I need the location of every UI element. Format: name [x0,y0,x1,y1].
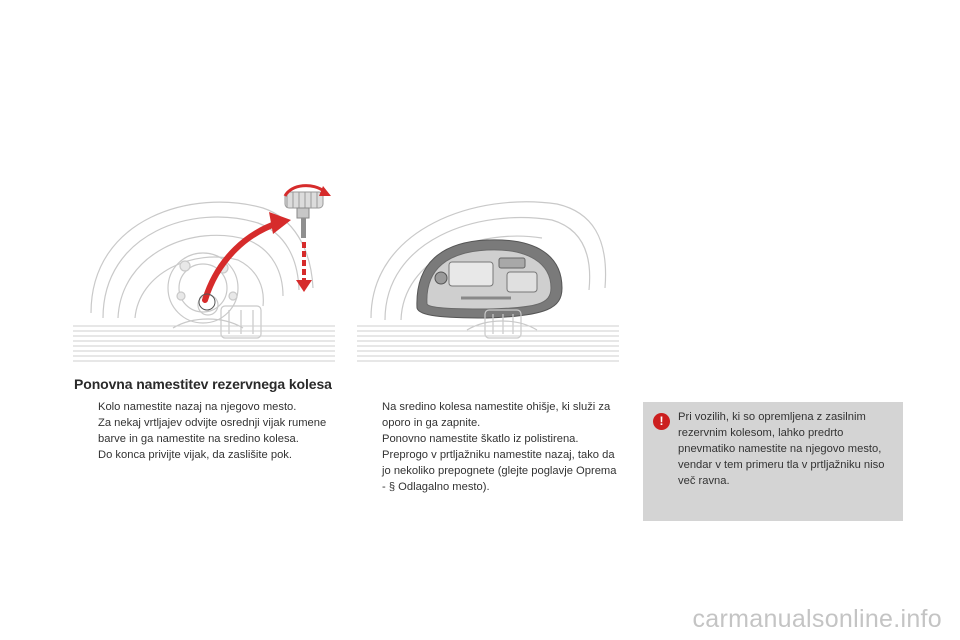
instructions-column-1 [74,399,336,463]
step-text: Ponovno namestite škatlo iz polistirena. [382,433,579,445]
step-item [74,399,336,415]
step-item [74,415,336,447]
step-item [358,399,620,431]
step-text: Za nekaj vrtljajev odvijte osrednji vijak rumene barve in ga namestite na sredino kolesa. [98,417,327,445]
instructions-column-2 [358,399,620,495]
step-text: Preprogo v prtljažniku namestite nazaj, tako da jo nekoliko prepognete (glejte poglavje Oprema - § Odlagalno mesto). [382,449,617,493]
step-item [74,447,336,463]
step-text: Kolo namestite nazaj na njegovo mesto. [98,401,297,413]
spare-wheel-bolt-illustration [73,178,335,368]
step-item [358,431,620,447]
polystyrene-box-illustration [357,178,619,368]
step-item [358,447,620,495]
warning-box [643,402,903,521]
watermark: carmanualsonline.info [692,605,942,633]
step-text: Na sredino kolesa namestite ohišje, ki služi za oporo in ga zapnite. [382,401,611,429]
exclamation-icon: ! [653,413,670,430]
section-title: Ponovna namestitev rezervnega kolesa [74,376,332,392]
step-text: Do konca privijte vijak, da zaslišite pok. [98,449,293,461]
warning-text: Pri vozilih, ki so opremljena z zasilnim rezervnim kolesom, lahko predrto pnevmatiko namestite na njegovo mesto, vendar v tem primeru tla v prtljažniku niso več ravna. [678,411,885,487]
